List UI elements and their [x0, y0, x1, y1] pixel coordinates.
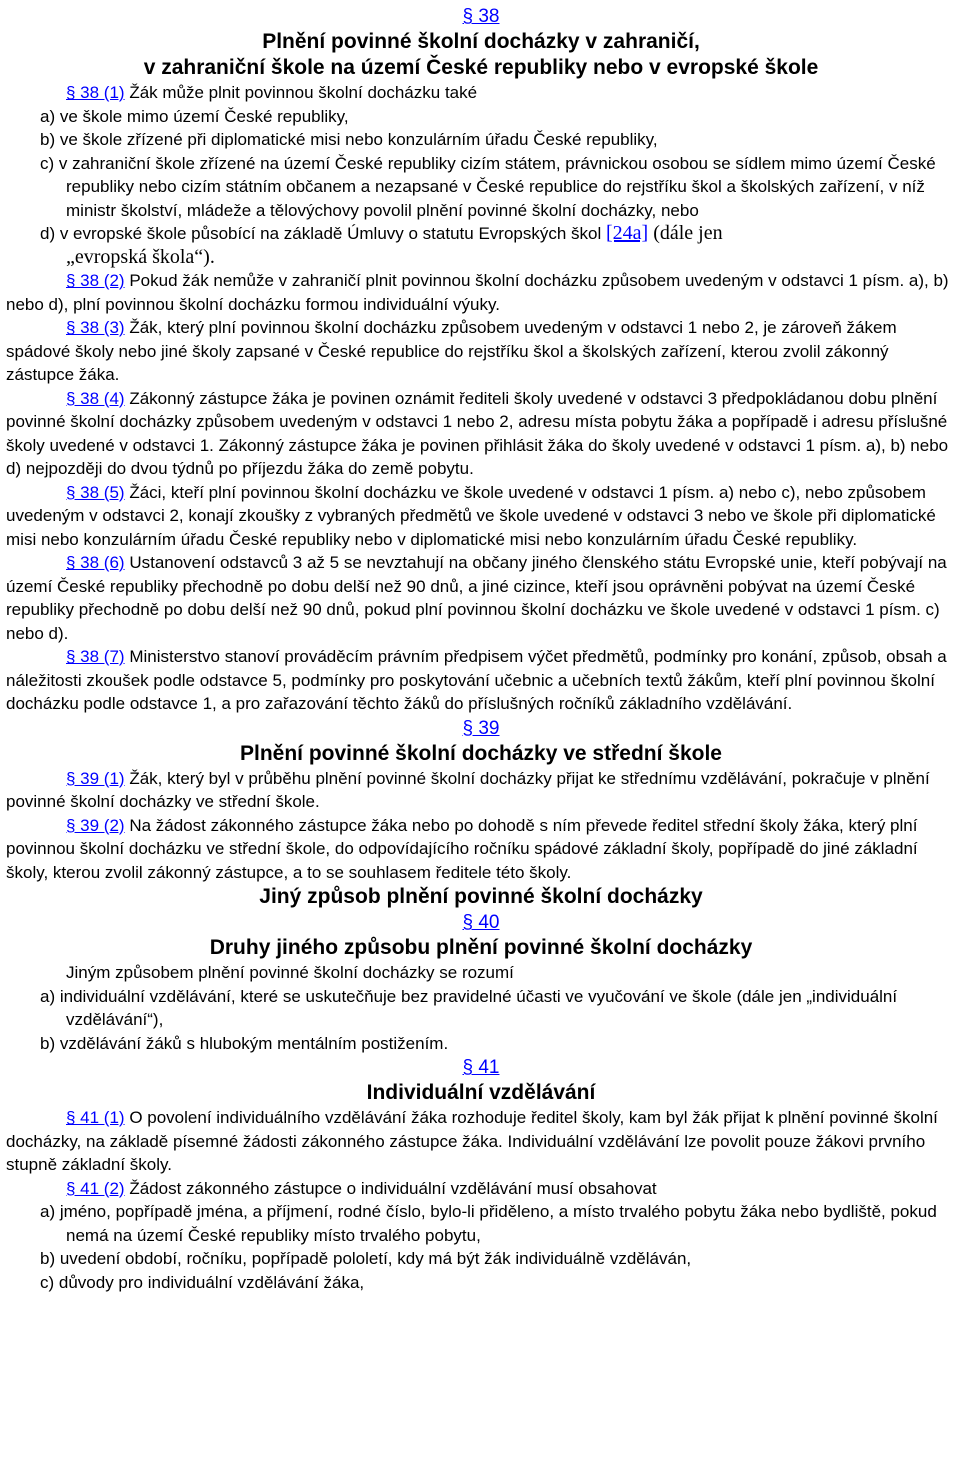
s41-item-b: b) uvedení období, ročníku, popřípadě pololetí, kdy má být žák individuálně vzděláván,	[40, 1249, 692, 1268]
s38-1-link[interactable]: § 38 (1)	[66, 83, 125, 102]
s38-5-link[interactable]: § 38 (5)	[66, 482, 125, 502]
s38-2-text: Pokud žák nemůže v zahraničí plnit povinnou školní docházku způsobem uvedeným v odstavci 1 písm. a), b) nebo d), plní povinnou školní docházku formou individuální výuky.	[6, 271, 949, 314]
s38-2-link[interactable]: § 38 (2)	[66, 271, 125, 290]
section-40-link[interactable]: § 40	[462, 912, 500, 933]
s38-paragraph-3	[6, 316, 956, 387]
s40-item-a: a) individuální vzdělávání, které se uskutečňuje bez pravidelné účasti ve vyučování ve škole (dále jen „individuální vzdělávání“),	[40, 986, 898, 1029]
footnote-24a-link[interactable]: [24a]	[605, 222, 649, 244]
s38-4-link[interactable]: § 38 (4)	[66, 388, 125, 408]
s38-paragraph-2	[6, 269, 956, 316]
s40-intro: Jiným způsobem plnění povinné školní docházky se rozumí	[66, 963, 514, 982]
section-38-number[interactable]	[6, 4, 956, 29]
s41-1-link[interactable]: § 41 (1)	[66, 1108, 125, 1127]
s38-5-text: Žáci, kteří plní povinnou školní docházku ve škole uvedené v odstavci 1 písm. a) nebo c), nebo způsobem uvedeným v odstavci 2, konají zkoušky z vybraných předmětů ve škole uvedené v odstavci 3 nebo ve škole při diplomatické misi nebo konzulárním úřadu České republiky nebo v diplomatické misi nebo konzulárním úřadu České republiky.	[6, 482, 936, 549]
s39-paragraph-1	[6, 767, 956, 814]
s39-paragraph-2	[6, 814, 956, 885]
s38-6-text: Ustanovení odstavců 3 až 5 se nevztahují na občany jiného členského státu Evropské unie, kteří pobývají na území České republiky přechodně po dobu delší než 90 dnů, a jiné cizince, kteří jsou oprávněni pobývat na území České republiky přechodně po dobu delší než 90 dnů, pokud plní povinnou školní docházku ve škole uvedené v odstavci 1 písm. c) nebo d).	[6, 553, 947, 643]
section-39-link[interactable]: § 39	[462, 717, 500, 739]
s38-paragraph-1	[6, 81, 956, 105]
s41-paragraph-2	[6, 1177, 956, 1201]
s38-7-link[interactable]: § 38 (7)	[66, 647, 125, 666]
section-39-number[interactable]	[6, 716, 956, 741]
s38-item-d	[6, 222, 956, 269]
s39-1-link[interactable]: § 39 (1)	[66, 768, 125, 788]
section-41-link[interactable]: § 41	[462, 1057, 500, 1078]
section-41-number[interactable]	[6, 1055, 956, 1080]
s41-item-a: a) jméno, popřípadě jména, a příjmení, rodné číslo, bylo-li přiděleno, a místo trvalého pobytu žáka nebo bydliště, pokud nemá na území České republiky místo trvalého pobytu,	[40, 1202, 937, 1245]
section-38-title-line2: v zahraniční škole na území České republiky nebo v evropské škole	[143, 56, 819, 79]
s39-1-text: Žák, který byl v průběhu plnění povinné školní docházky přijat ke střednímu vzdělávání, pokračuje v plnění povinné školní docházky ve střední škole.	[6, 768, 930, 811]
section-41-title: Individuální vzdělávání	[366, 1081, 596, 1104]
s38-3-text: Žák, který plní povinnou školní docházku způsobem uvedeným v odstavci 1 nebo 2, je zároveň žákem spádové školy nebo jiné školy zapsané v České republice do rejstříku škol a školských zařízení, kterou zvolil zákonný zástupce žáka.	[6, 318, 897, 384]
s38-paragraph-4	[6, 387, 956, 481]
section-39-title: Plnění povinné školní docházky ve střední škole	[240, 741, 722, 765]
section-40-title: Druhy jiného způsobu plnění povinné školní docházky	[209, 936, 753, 959]
s38-3-link[interactable]: § 38 (3)	[66, 318, 125, 337]
section-38-title-line1: Plnění povinné školní docházky v zahraničí,	[262, 30, 700, 53]
s38-6-link[interactable]: § 38 (6)	[66, 553, 125, 572]
s41-1-text: O povolení individuálního vzdělávání žáka rozhoduje ředitel školy, kam byl žák přijat k plnění povinné školní docházky, na základě písemné žádosti zákonného zástupce žáka. Individuální vzdělávání lze povolit pouze žákovi prvního stupně základní školy.	[6, 1108, 938, 1174]
s41-2-text: Žádost zákonného zástupce o individuální vzdělávání musí obsahovat	[124, 1178, 657, 1198]
section-40-number[interactable]	[6, 910, 956, 935]
s41-2-link[interactable]: § 41 (2)	[66, 1178, 125, 1198]
part-title: Jiný způsob plnění povinné školní docházky	[259, 885, 703, 908]
section-38-link[interactable]: § 38	[462, 6, 500, 27]
s38-item-c: c) v zahraniční škole zřízené na území České republiky cizím státem, právnickou osobou se sídlem mimo území České republiky nebo cizím státním občanem a nezapsané v České republice do rejstříku škol a školských zařízení, v níž ministr školství, mládeže a tělovýchovy povolil plnění povinné školní docházky, nebo	[40, 153, 936, 220]
s40-item-b: b) vzdělávání žáků s hlubokým mentálním postižením.	[40, 1033, 449, 1053]
s38-7-text: Ministerstvo stanoví prováděcím právním předpisem výčet předmětů, podmínky pro konání, způsob, obsah a náležitosti zkoušek podle odstavce 5, podmínky pro poskytování učebnic a učebních textů žákům, kteří plní povinnou školní docházku podle odstavce 1, a pro zařazování těchto žáků do příslušných ročníků základního vzdělávání.	[6, 647, 947, 713]
s39-2-text: Na žádost zákonného zástupce žáka nebo po dohodě s ním převede ředitel střední školy žáka, který plní povinnou školní docházku ve střední škole, do odpovídajícího ročníku spádové základní školy, popřípadě do jiné základní školy, kterou zvolil zákonný zástupce, a to se souhlasem ředitele této školy.	[6, 815, 918, 882]
s38-paragraph-7	[6, 645, 956, 716]
s38-d-text: d) v evropské škole působící na základě Úmluvy o statutu Evropských škol	[40, 224, 606, 243]
s38-d-tail2: „evropská škola“).	[66, 245, 215, 268]
s38-item-b: b) ve škole zřízené při diplomatické misi nebo konzulárním úřadu České republiky,	[40, 130, 658, 149]
s38-d-tail: (dále jen	[648, 222, 723, 244]
s38-4-text: Zákonný zástupce žáka je povinen oznámit řediteli školy uvedené v odstavci 3 předpokládanou dobu plnění povinné školní docházky způsobem uvedeným v odstavci 1 nebo 2, adresu místa pobytu žáka a popřípadě i adresu příslušné školy uvedené v odstavci 1. Zákonný zástupce žáka je povinen přihlásit žáka do školy uvedené v odstavci 1 písm. a), b) nebo d) nejpozději do dvou týdnů po příjezdu žáka do země pobytu.	[6, 388, 949, 478]
s38-paragraph-6	[6, 551, 956, 645]
s39-2-link[interactable]: § 39 (2)	[66, 815, 125, 835]
s38-1-text: Žák může plnit povinnou školní docházku také	[124, 83, 478, 102]
s41-paragraph-1	[6, 1106, 956, 1177]
s38-item-a: a) ve škole mimo území České republiky,	[40, 106, 349, 126]
s41-item-c: c) důvody pro individuální vzdělávání žáka,	[40, 1272, 365, 1292]
s38-paragraph-5	[6, 481, 956, 552]
